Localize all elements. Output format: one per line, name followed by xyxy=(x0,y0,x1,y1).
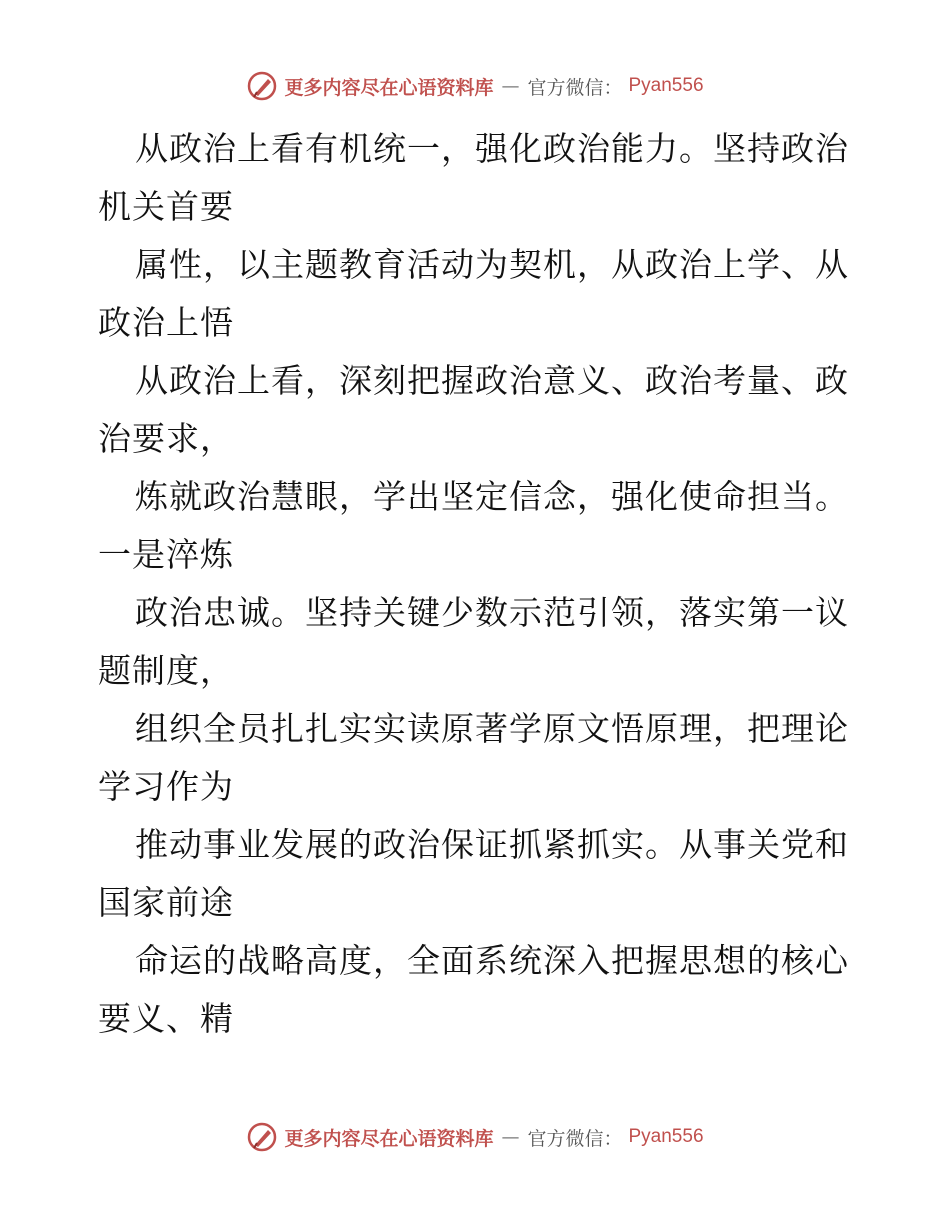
quill-pen-logo-icon xyxy=(246,1121,278,1153)
paragraph xyxy=(98,352,858,468)
paragraph-line: 从政治上看有机统一，强化政治能力。坚持政治 xyxy=(135,129,849,168)
paragraph-line: 推动事业发展的政治保证抓紧抓实。从事关党和 xyxy=(135,825,849,864)
paragraph-line: 属性，以主题教育活动为契机，从政治上学、从 xyxy=(135,245,849,284)
watermark-wechat-label: 官方微信： xyxy=(527,1127,623,1150)
paragraph xyxy=(98,816,858,932)
paragraph-line: 组织全员扎扎实实读原著学原文悟原理，把理论 xyxy=(135,709,849,748)
paragraph xyxy=(98,584,858,700)
paragraph-line: 炼就政治慧眼，学出坚定信念，强化使命担当。 xyxy=(135,477,849,516)
paragraph xyxy=(98,700,858,816)
watermark-wechat-label: 官方微信： xyxy=(527,76,623,99)
watermark-brand-text: 更多内容尽在心语资料库 xyxy=(284,1127,494,1150)
paragraph-line: 从政治上看，深刻把握政治意义、政治考量、政 xyxy=(135,361,849,400)
paragraph xyxy=(98,468,858,584)
watermark-dash: — xyxy=(501,1126,520,1148)
document-body xyxy=(98,120,858,1048)
watermark-wechat-id: Pyan556 xyxy=(628,75,704,96)
paragraph-line: 国家前途 xyxy=(98,883,234,922)
paragraph-line: 一是淬炼 xyxy=(98,535,234,574)
paragraph xyxy=(98,120,858,236)
paragraph xyxy=(98,236,858,352)
paragraph-line: 治要求， xyxy=(98,419,234,458)
footer-watermark xyxy=(0,1121,950,1153)
header-watermark xyxy=(0,70,950,102)
paragraph-line: 学习作为 xyxy=(98,767,234,806)
paragraph-line: 题制度， xyxy=(98,651,234,690)
watermark-wechat-id: Pyan556 xyxy=(628,1126,704,1147)
paragraph-line: 命运的战略高度，全面系统深入把握思想的核心 xyxy=(135,941,849,980)
paragraph-line: 政治上悟 xyxy=(98,303,234,342)
paragraph-line: 机关首要 xyxy=(98,187,234,226)
watermark-brand-text: 更多内容尽在心语资料库 xyxy=(284,76,494,99)
paragraph-line: 要义、精 xyxy=(98,999,234,1038)
paragraph xyxy=(98,932,858,1048)
paragraph-line: 政治忠诚。坚持关键少数示范引领，落实第一议 xyxy=(135,593,849,632)
quill-pen-logo-icon xyxy=(246,70,278,102)
watermark-dash: — xyxy=(501,75,520,97)
